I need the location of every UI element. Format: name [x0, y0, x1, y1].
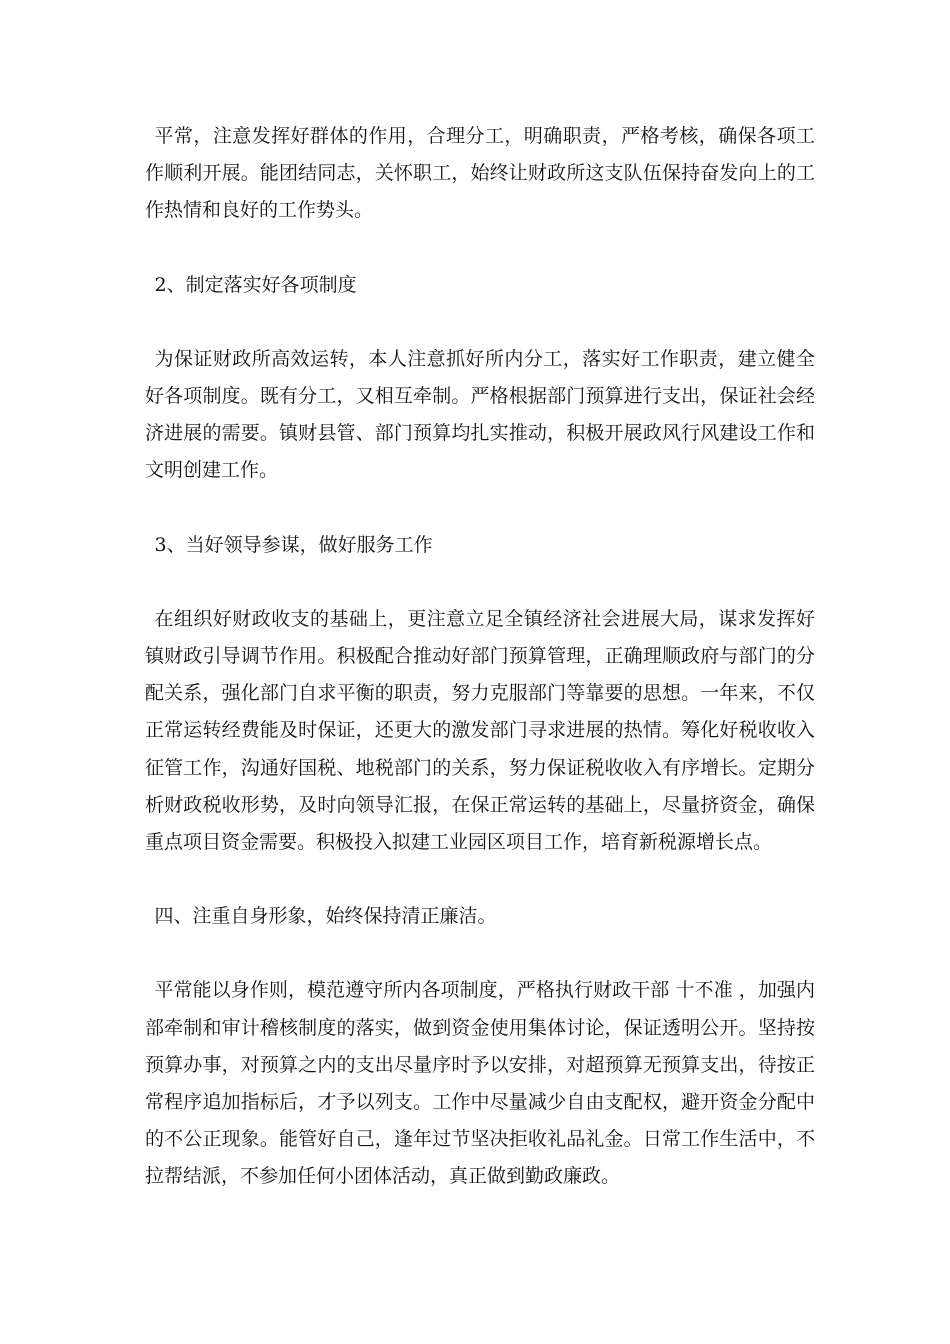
spacer [145, 564, 815, 601]
section-heading-service: 3、当好领导参谋，做好服务工作 [154, 533, 433, 556]
section-heading-rules: 2、制定落实好各项制度 [154, 273, 357, 296]
spacer [145, 304, 815, 341]
section-heading-integrity: 四、注重自身形象，始终保持清正廉洁。 [154, 905, 497, 928]
paragraph-teamwork: 平常，注意发挥好群体的作用，合理分工，明确职责，严格考核，确保各项工作顺利开展。能团结同志，关怀职工，始终让财政所这支队伍保持奋发向上的工作热情和良好的工作势头。 [145, 125, 815, 222]
document-body [145, 118, 815, 1196]
spacer [145, 861, 815, 898]
spacer [145, 935, 815, 972]
paragraph-integrity: 平常能以身作则，模范遵守所内各项制度，严格执行财政干部 十不准 ，加强内部牵制和审计稽核制度的落实，做到资金使用集体讨论，保证透明公开。坚持按预算办事，对预算之内的支出尽量序时予以安排，对超预算无预算支出，待按正常程序追加指标后，才予以列支。工作中尽量减少自由支配权，避开资金分配中的不公正现象。能管好自己，逢年过节坚决拒收礼品礼金。日常工作生活中，不拉帮结派，不参加任何小团体活动，真正做到勤政廉政。 [145, 979, 815, 1188]
spacer [145, 490, 815, 527]
paragraph-rules: 为保证财政所高效运转，本人注意抓好所内分工，落实好工作职责，建立健全好各项制度。既有分工，又相互牵制。严格根据部门预算进行支出，保证社会经济进展的需要。镇财县管、部门预算均扎实推动，积极开展政风行风建设工作和文明创建工作。 [145, 347, 815, 482]
paragraph-service: 在组织好财政收支的基础上，更注意立足全镇经济社会进展大局，谋求发挥好镇财政引导调节作用。积极配合推动好部门预算管理，正确理顺政府与部门的分配关系，强化部门自求平衡的职责，努力克服部门等靠要的思想。一年来，不仅正常运转经费能及时保证，还更大的激发部门寻求进展的热情。筹化好税收收入征管工作，沟通好国税、地税部门的关系，努力保证税收收入有序增长。定期分析财政税收形势，及时向领导汇报，在保正常运转的基础上，尽量挤资金，确保重点项目资金需要。积极投入拟建工业园区项目工作，培育新税源增长点。 [145, 607, 815, 854]
spacer [145, 230, 815, 267]
